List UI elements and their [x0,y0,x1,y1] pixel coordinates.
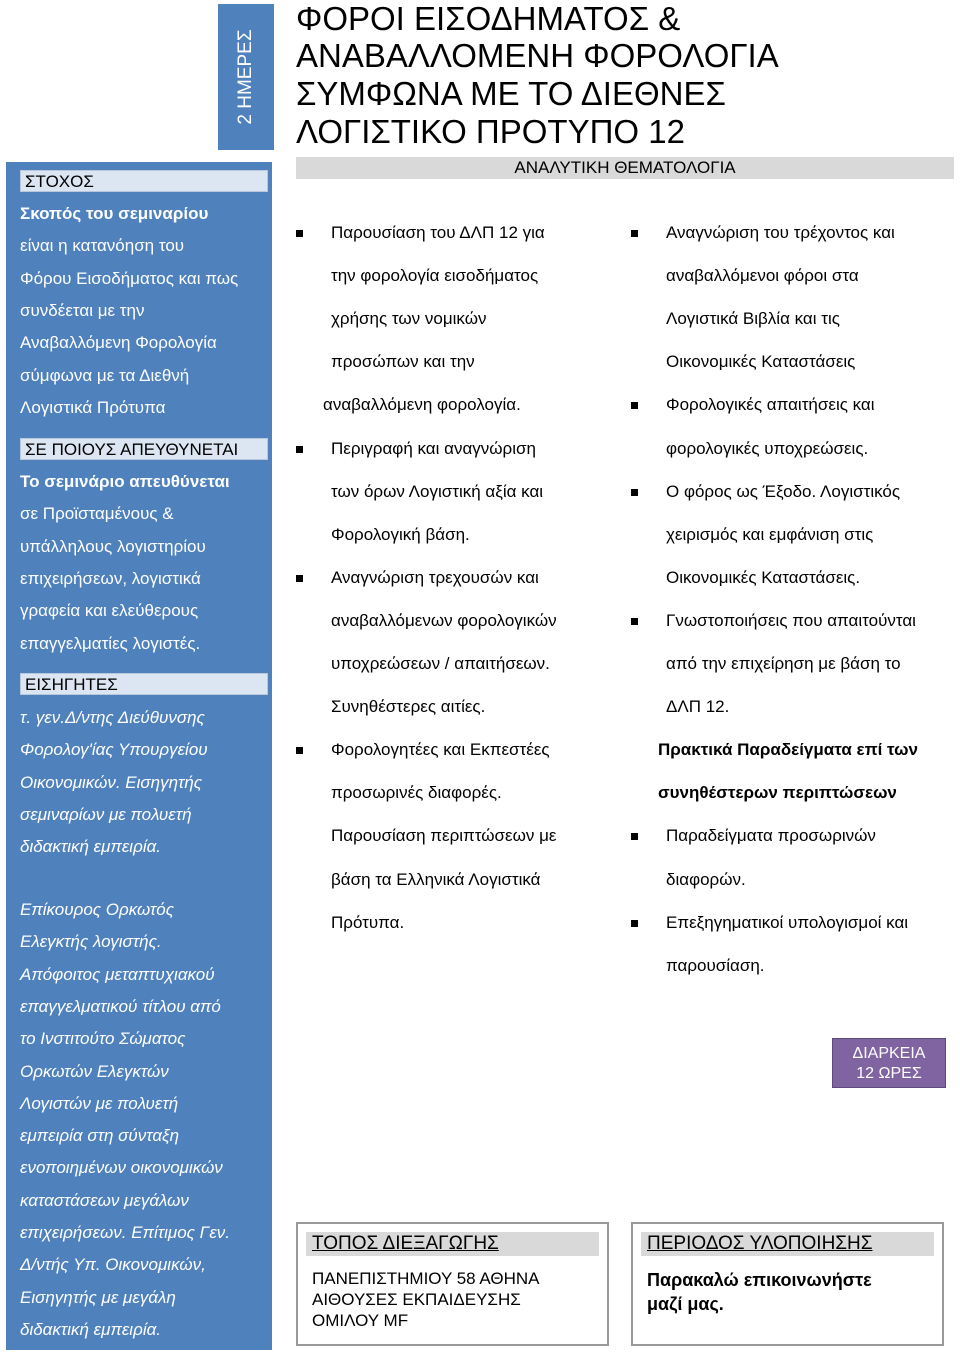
topic-line: από την επιχείρηση με βάση το [666,654,901,673]
bullet-icon [631,920,638,927]
period-line: μαζί μας. [647,1294,724,1314]
sidebar-text-line: Λογιστών με πολυετή [20,1093,179,1113]
topic-line: Λογιστικά Βιβλία και τις [666,309,840,329]
topic-line: Επεξηγηματικοί υπολογισμοί και [666,912,909,932]
topic-line: αναβαλλόμενη φορολογία. [323,395,521,415]
sidebar-text-line: Λογιστικά Πρότυπα [20,397,166,417]
duration-days-tab [218,4,274,150]
bullet-icon [631,402,638,409]
topic-line: αναβαλλόμενοι φόροι στα [666,266,859,286]
sidebar-text-line: το Ινστιτούτο Σώματος [20,1029,186,1049]
sidebar-text-line: διδακτική εμπειρία. [20,837,162,857]
sidebar-text-line: καταστάσεων μεγάλων [20,1190,189,1210]
venue-line: ΟΜΙΛΟΥ MF [312,1311,409,1330]
sidebar-text-line: Σκοπός του σεμιναρίου [20,204,209,223]
title-line: ΛΟΓΙΣΤΙΚΟ ΠΡΟΤΥΠΟ 12 [296,113,685,150]
sidebar-text-line: σύμφωνα με τα Διεθνή [20,365,190,385]
bullet-icon [631,833,638,840]
topic-line: Οικονομικές Καταστάσεις. [666,567,861,587]
topic-line: Φορολογικές απαιτήσεις και [666,395,875,415]
sidebar-text-line: Αναβαλλόμενη Φορολογία [20,333,217,353]
bullet-icon [631,230,638,237]
topic-line: Παραδείγματα προσωρινών [666,826,876,846]
section-subheading: ΑΝΑΛΥΤΙΚΗ ΘΕΜΑΤΟΛΟΓΙΑ [296,157,954,179]
topic-line: Πρακτικά Παραδείγματα επί των [658,740,918,760]
bullet-icon [296,575,303,582]
title-line: ΦΟΡΟΙ ΕΙΣΟΔΗΜΑΤΟΣ & [296,0,681,37]
sidebar-text-line: Δ/ντής Υπ. Οικονομικών, [20,1255,206,1275]
sidebar-text-line: Ορκωτών Ελεγκτών [20,1061,169,1081]
sidebar-text-line: σε Προϊσταμένους & [20,504,174,524]
sidebar-text-line: Εισηγητής με μεγάλη [20,1287,176,1307]
bullet-icon [296,446,303,453]
topic-line: Γνωστοποιήσεις που απαιτούνται [666,610,916,630]
topic-line: Φορολογική βάση. [331,524,470,544]
sidebar-text-line: συνδέεται με την [20,300,145,320]
sidebar-text-line: Ελεγκτής λογιστής. [20,932,162,952]
sidebar-text-line: υπάλληλους λογιστηρίου [20,536,206,556]
sidebar-text-line: σεμιναρίων με πολυετή [20,804,192,824]
goal-heading: ΣΤΟΧΟΣ [20,170,268,192]
duration-hours: 12 ΩΡΕΣ [856,1065,922,1082]
sidebar-text-line: επιχειρήσεων, λογιστικά [20,568,201,588]
audience-heading: ΣΕ ΠΟΙΟΥΣ ΑΠΕΥΘΥΝΕΤΑΙ [20,438,268,460]
topic-line: Αναγνώριση του τρέχοντος και [666,223,895,242]
topic-line: φορολογικές υποχρεώσεις. [666,438,869,458]
topic-line: παρουσίαση. [666,955,765,975]
sidebar-text-line: επαγγελματικού τίτλου από [20,996,221,1016]
period-box [631,1222,944,1346]
sidebar-text-line: επαγγελματίες λογιστές. [20,633,201,653]
bullet-icon [631,618,638,625]
title-line: ΣΥΜΦΩΝΑ ΜΕ ΤΟ ΔΙΕΘΝΕΣ [296,75,726,112]
topic-line: Συνηθέστερες αιτίες. [331,697,486,717]
sidebar-text-line: Το σεμινάριο απευθύνεται [20,472,230,491]
venue-box [296,1222,609,1346]
bullet-icon [296,747,303,754]
topic-line: χειρισμός και εμφάνιση στις [666,524,874,544]
sidebar-text-line: επιχειρήσεων. Επίτιμος Γεν. [20,1223,231,1242]
topic-line: Οικονομικές Καταστάσεις [666,352,856,372]
sidebar-text-line: γραφεία και ελεύθερους [20,601,199,621]
topic-line: υποχρεώσεων / απαιτήσεων. [331,654,550,673]
period-heading: ΠΕΡΙΟΔΟΣ ΥΛΟΠΟΙΗΣΗΣ [641,1232,934,1256]
topic-line: Ο φόρος ως Έξοδο. Λογιστικός [666,481,901,501]
sidebar-text-line: Φόρου Εισοδήματος και πως [20,268,239,288]
topic-line: Φορολογητέες και Εκπεστέες [331,740,550,760]
topic-line: την φορολογία εισοδήματος [331,266,539,286]
sidebar-text-line: διδακτική εμπειρία. [20,1319,162,1339]
sidebar-text-line: τ. γεν.Δ/ντης Διεύθυνσης [20,708,205,727]
title-line: ΑΝΑΒΑΛΛΟΜΕΝΗ ΦΟΡΟΛΟΓΙΑ [296,37,779,74]
venue-line: ΑΙΘΟΥΣΕΣ ΕΚΠΑΙΔΕΥΣΗΣ [312,1290,521,1309]
venue-heading: ΤΟΠΟΣ ΔΙΕΞΑΓΩΓΗΣ [306,1232,599,1256]
duration-label: ΔΙΑΡΚΕΙΑ [852,1045,926,1062]
topic-line: Παρουσίαση περιπτώσεων με [331,826,557,846]
topic-line: συνηθέστερων περιπτώσεων [658,783,897,803]
topic-line: αναβαλλόμενων φορολογικών [331,610,557,630]
sidebar-text-line: Φορολογ'ίας Υπουργείου [20,740,208,760]
venue-line: ΠΑΝΕΠΙΣΤΗΜΙΟΥ 58 ΑΘΗΝΑ [312,1269,540,1288]
topic-line: Παρουσίαση του ΔΛΠ 12 για [331,223,545,242]
duration-days-label: 2 ΗΜΕΡΕΣ [235,29,256,125]
bullet-icon [631,489,638,496]
duration-box [832,1038,946,1088]
period-line: Παρακαλώ επικοινωνήστε [647,1270,872,1290]
topic-line: των όρων Λογιστική αξία και [331,481,544,501]
sidebar-text-line: Οικονομικών. Εισηγητής [20,772,203,792]
speakers-heading: ΕΙΣΗΓΗΤΕΣ [20,673,268,695]
topic-line: Αναγνώριση τρεχουσών και [331,567,539,587]
topic-line: διαφορών. [666,869,746,889]
bullet-icon [296,230,303,237]
topic-line: ΔΛΠ 12. [666,697,730,717]
sidebar-text-line: Απόφοιτος μεταπτυχιακού [20,964,215,984]
sidebar-text-line: είναι η κατανόηση του [20,236,185,256]
sidebar-text-line: εμπειρία στη σύνταξη [20,1126,180,1146]
topic-line: Περιγραφή και αναγνώριση [331,438,536,458]
topic-line: βάση τα Ελληνικά Λογιστικά [331,869,541,889]
sidebar-text-line: Επίκουρος Ορκωτός [20,900,174,919]
sidebar [6,162,272,1350]
topic-line: προσώπων και την [331,352,475,372]
topic-line: Πρότυπα. [331,912,405,932]
topic-line: χρήσης των νομικών [331,309,487,329]
topic-line: προσωρινές διαφορές. [331,783,502,803]
sidebar-text-line: ενοποιημένων οικονομικών [20,1158,223,1178]
